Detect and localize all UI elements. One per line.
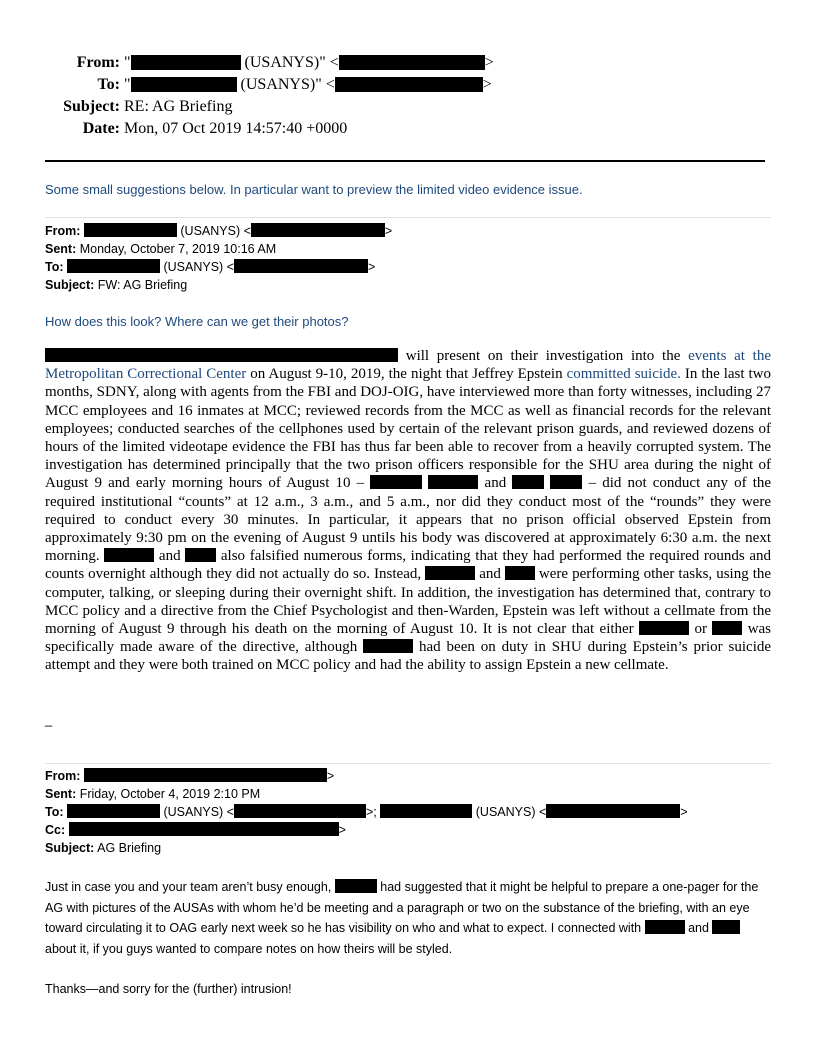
orig-to-close: > (680, 805, 688, 819)
header-date-row (0, 118, 347, 140)
body-text: had suggested that it might be helpful to prepare a one-pager for the AG with pictures of the AUSAs with whom he’d be meeting and a paragraph or two on the substance of the briefing, with an eye toward circulating it to OAG early next week so he has visibility on who and what to expect. I connected with (45, 880, 759, 935)
investigation-paragraph (45, 347, 771, 675)
fw-from-org: (USANYS) < (180, 224, 251, 238)
link-committed-suicide[interactable]: committed suicide. (566, 366, 681, 383)
fw-sent: Monday, October 7, 2019 10:16 AM (79, 242, 277, 256)
orig-to-org1: (USANYS) < (163, 805, 234, 819)
body-text: on August 9-10, 2019, the night that Jeffrey Epstein (250, 366, 563, 383)
fw-from-close: > (384, 224, 393, 238)
redaction (45, 348, 398, 362)
orig-to-row (45, 803, 688, 821)
fw-sent-label: Sent: (45, 242, 77, 256)
redaction (234, 804, 366, 818)
redaction (67, 804, 160, 818)
redaction (550, 475, 582, 489)
redaction (335, 77, 483, 92)
header-rule (45, 160, 765, 162)
redaction (363, 639, 413, 653)
reply-note: Some small suggestions below. In particular want to preview the limited video evidence issue. (45, 182, 583, 197)
body-text: and (688, 921, 709, 935)
fw-to-label: To: (45, 260, 64, 274)
orig-cc-close: > (338, 823, 346, 837)
fw-subject-label: Subject: (45, 278, 95, 292)
orig-body (45, 877, 775, 1000)
fw-sent-row (45, 240, 276, 258)
orig-from-row (45, 767, 334, 785)
header-from-org: (USANYS)" < (244, 54, 339, 71)
redaction (339, 55, 485, 70)
redaction (505, 566, 535, 580)
redaction (211, 768, 327, 782)
orig-cc-label: Cc: (45, 823, 66, 837)
redaction (84, 223, 177, 237)
body-text: had been on duty in SHU during Epstein’s prior suicide attempt and they were both trained on MCC policy and had the ability to assign Epstein a new cellmate. (45, 639, 772, 674)
fw-note: How does this look? Where can we get their photos? (45, 314, 349, 329)
header-date: Mon, 07 Oct 2019 14:57:40 +0000 (124, 120, 348, 137)
redaction (380, 804, 472, 818)
body-text: about it, if you guys wanted to compare notes on how theirs will be styled. (45, 941, 453, 956)
redaction (104, 548, 154, 562)
header-to-org: (USANYS)" < (240, 76, 335, 93)
redaction (512, 475, 544, 489)
body-text: was specifically made aware of the directive, although (45, 621, 772, 656)
redaction (712, 621, 742, 635)
fw-from-row (45, 222, 392, 240)
orig-subject: AG Briefing (97, 841, 162, 855)
header-to-label: To: (97, 76, 120, 93)
orig-sent-label: Sent: (45, 787, 77, 801)
body-text: or (694, 621, 707, 638)
orig-cc-row (45, 821, 346, 839)
separator (45, 763, 771, 764)
orig-to-org2: (USANYS) < (475, 805, 547, 819)
orig-from-label: From: (45, 769, 81, 783)
header-to-close: > (482, 76, 492, 93)
redaction (67, 259, 160, 273)
body-text: Just in case you and your team aren’t busy enough, (45, 880, 332, 894)
header-subject-label: Subject: (63, 98, 120, 115)
redaction (335, 879, 377, 893)
orig-sent: Friday, October 4, 2019 2:10 PM (79, 787, 261, 801)
header-to-quote: " (124, 76, 131, 93)
body-text: and (484, 475, 507, 492)
fw-subject-row (45, 276, 187, 294)
redaction (370, 475, 422, 489)
body-text: – did not conduct any of the required institutional “counts” at 12 a.m., 3 a.m., and 5 a.m., nor did they conduct most of the “rounds” they were required to conduct every 30 minutes. In particular, it appears that no prison official observed Epstein from approximately 9:30 pm on the evening of August 9 untils his body was discovered at approximately 6:30 a.m. the next morning. (45, 475, 772, 565)
header-from-label: From: (76, 54, 120, 71)
orig-paragraph-1 (45, 877, 775, 959)
orig-subject-row (45, 839, 161, 857)
header-from-row (0, 52, 494, 74)
separator (45, 217, 771, 218)
body-text: and (158, 548, 181, 565)
redaction (131, 55, 241, 70)
redaction (645, 920, 685, 934)
body-text: will present on their investigation into the (405, 348, 681, 364)
link-events-mcc[interactable]: events at the Metropolitan Correctional Center (45, 348, 772, 383)
orig-to-label: To: (45, 805, 64, 819)
header-from-close: > (484, 54, 494, 71)
header-date-label: Date: (82, 120, 120, 137)
fw-to-row (45, 258, 375, 276)
body-text: In the last two months, SDNY, along with agents from the FBI and DOJ-OIG, have interviewed more than forty witnesses, including 27 MCC employees and 16 inmates at MCC; reviewed records from the MCC as well as financial records for the relevant employees; conducted searches of the cellphones used by certain of the relevant prison guards, and reviewed dozens of hours of the limited videotape evidence the FBI has thus far been able to recover from a heavily corrupted system. The investigation has determined principally that the two prison officers responsible for the SHU area during the night of August 9 and early morning hours of August 10 – (45, 366, 772, 492)
header-to-row (0, 74, 492, 96)
redaction (428, 475, 478, 489)
redaction (131, 77, 237, 92)
fw-to-close: > (368, 260, 376, 274)
orig-paragraph-2: Thanks—and sorry for the (further) intrusion! (45, 982, 292, 996)
orig-sent-row (45, 785, 260, 803)
body-text: and (479, 566, 501, 583)
redaction (425, 566, 475, 580)
header-from-quote: " (124, 54, 131, 71)
body-text: also falsified numerous forms, indicating that they had performed the required rounds and counts overnight although they did not actually do so. Instead, (45, 548, 772, 583)
orig-from-close: > (326, 769, 335, 783)
redaction (234, 259, 368, 273)
fw-subject: FW: AG Briefing (97, 278, 188, 292)
body-text: were performing other tasks, using the computer, talking, or sleeping during their overnight shift. In addition, the investigation has determined that, contrary to MCC policy and a directive from the Chief Psychologist and then-Warden, Epstein was left without a cellmate from the morning of August 9 through his death on the morning of August 10. It is not clear that either (45, 566, 772, 638)
redaction (251, 223, 385, 237)
redaction (215, 822, 339, 836)
redaction (185, 548, 216, 562)
orig-to-sep: >; (366, 805, 377, 819)
redaction (712, 920, 740, 934)
header-subject: RE: AG Briefing (124, 98, 233, 115)
orig-subject-label: Subject: (45, 841, 95, 855)
redaction (69, 822, 215, 836)
redaction (84, 768, 211, 782)
header-subject-row (0, 96, 232, 118)
fw-from-label: From: (45, 224, 81, 238)
underscore-mark: _ (45, 712, 53, 727)
redaction (546, 804, 680, 818)
fw-to-org: (USANYS) < (163, 260, 234, 274)
redaction (639, 621, 689, 635)
